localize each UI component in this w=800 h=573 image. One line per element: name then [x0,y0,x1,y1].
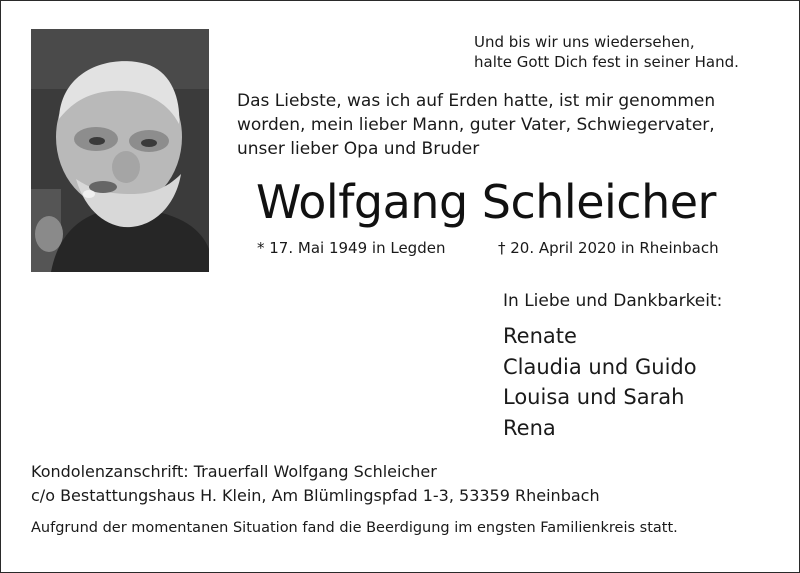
intro-text [237,89,715,161]
thanks-heading: In Liebe und Dankbarkeit: [503,291,723,311]
portrait-photo [31,29,209,272]
family-member: Claudia und Guido [503,354,697,379]
condolence-address [31,460,600,508]
address-line: c/o Bestattungshaus H. Klein, Am Blümlingspfad 1-3, 53359 Rheinbach [31,486,600,505]
family-member: Rena [503,415,556,440]
death-date: † 20. April 2020 in Rheinbach [498,239,719,257]
address-line: Kondolenzanschrift: Trauerfall Wolfgang Schleicher [31,462,437,481]
verse [474,32,739,72]
family-list [503,321,697,443]
birth-date: * 17. Mai 1949 in Legden [257,239,446,257]
intro-line: Das Liebste, was ich auf Erden hatte, ist mir genommen [237,91,716,111]
life-dates [257,238,719,258]
deceased-name: Wolfgang Schleicher [256,175,716,229]
funeral-note: Aufgrund der momentanen Situation fand die Beerdigung im engsten Familienkreis statt. [31,520,678,536]
intro-line: unser lieber Opa und Bruder [237,139,480,159]
intro-line: worden, mein lieber Mann, guter Vater, Schwiegervater, [237,115,715,135]
verse-line: halte Gott Dich fest in seiner Hand. [474,53,739,71]
family-member: Louisa und Sarah [503,385,685,409]
verse-line: Und bis wir uns wiedersehen, [474,33,695,51]
family-member: Renate [503,324,577,348]
